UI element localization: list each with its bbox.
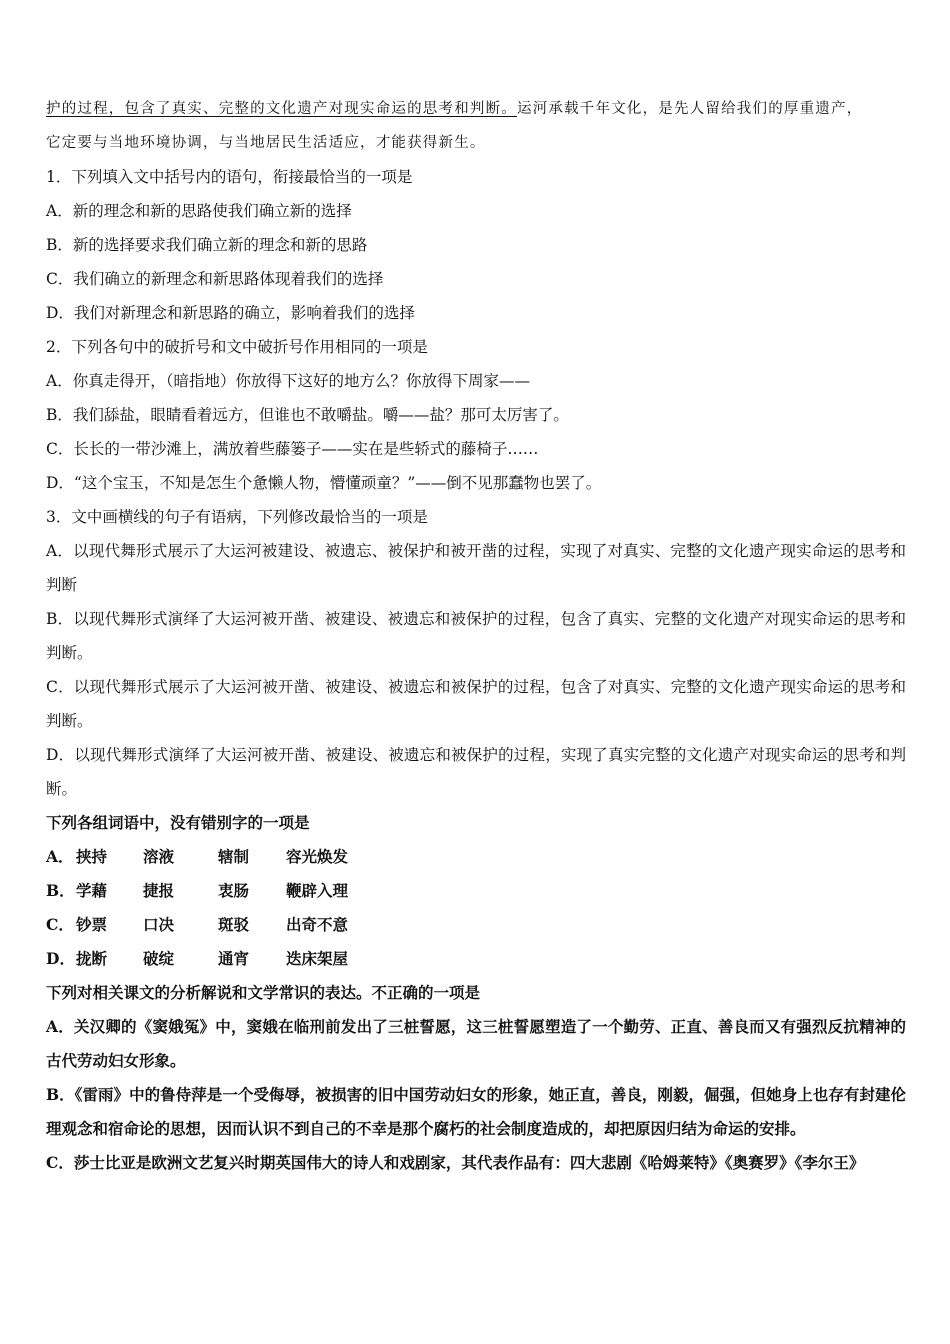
word: 容光焕发 [286, 847, 349, 866]
word: 溶液 [143, 847, 175, 866]
option-label: D． [46, 949, 75, 968]
question-2-option-c: C．长长的一带沙滩上，满放着些藤篓子——实在是些轿式的藤椅子…… [46, 440, 539, 458]
question-1-stem: 1．下列填入文中括号内的语句，衔接最恰当的一项是 [46, 168, 413, 186]
question-3-option-d: D．以现代舞形式演绎了大运河被开凿、被建设、被遗忘和被保护的过程，实现了真实完整的文化遗产对现实命运的思考和判断。 [46, 746, 906, 798]
question-2-option-b: B．我们舔盐，眼睛看着远方，但谁也不敢嚼盐。嚼——盐？那可太厉害了。 [46, 406, 569, 424]
question-1-option-a: A．新的理念和新的思路使我们确立新的选择 [46, 202, 352, 220]
question-4-option-a [46, 840, 906, 874]
question-4-option-c [46, 908, 906, 942]
question-1-option-c: C．我们确立的新理念和新思路体现着我们的选择 [46, 270, 384, 288]
word: 口决 [143, 915, 175, 934]
question-2-stem: 2．下列各句中的破折号和文中破折号作用相同的一项是 [46, 338, 428, 356]
question-1-option-d: D．我们对新理念和新思路的确立，影响着我们的选择 [46, 304, 415, 322]
option-label: C． [46, 915, 74, 934]
word: 学藉 [76, 881, 108, 900]
option-label: A． [46, 847, 74, 866]
question-4-option-b [46, 874, 906, 908]
document-page [46, 92, 906, 1180]
word: 斑驳 [218, 915, 250, 934]
question-3-option-c: C．以现代舞形式展示了大运河被开凿、被建设、被遗忘和被保护的过程，包含了对真实、完整的文化遗产现实命运的思考和判断。 [46, 678, 906, 730]
word: 捷报 [143, 881, 175, 900]
word: 鞭辟入理 [286, 881, 349, 900]
word: 通宵 [218, 949, 250, 968]
question-1-option-b: B．新的选择要求我们确立新的理念和新的思路 [46, 236, 368, 254]
question-4-option-d [46, 942, 906, 976]
word: 辖制 [218, 847, 250, 866]
passage-line-1 [46, 92, 906, 126]
option-label: B． [46, 881, 75, 900]
word: 出奇不意 [286, 915, 349, 934]
question-3-option-b: B．以现代舞形式演绎了大运河被开凿、被建设、被遗忘和被保护的过程，包含了真实、完整的文化遗产对现实命运的思考和判断。 [46, 610, 906, 662]
question-2-option-d: D．“这个宝玉，不知是怎生个惫懒人物，懵懂顽童？”——倒不见那蠢物也罢了。 [46, 474, 602, 492]
word: 拢断 [76, 949, 108, 968]
word: 迭床架屋 [286, 949, 349, 968]
question-5-option-b: B．《雷雨》中的鲁侍萍是一个受侮辱，被损害的旧中国劳动妇女的形象，她正直，善良，刚毅，倔强，但她身上也存有封建伦理观念和宿命论的思想，因而认识不到自己的不幸是那个腐朽的社会制度造成的，却把原因归结为命运的安排。 [46, 1085, 906, 1138]
passage-line-2: 它定要与当地环境协调，与当地居民生活适应，才能获得新生。 [46, 135, 486, 151]
word: 破绽 [143, 949, 175, 968]
question-5-option-c: C．莎士比亚是欧洲文艺复兴时期英国伟大的诗人和戏剧家，其代表作品有：四大悲剧《哈姆莱特》《奥赛罗》《李尔王》 [46, 1153, 865, 1172]
word: 衷肠 [218, 881, 250, 900]
word: 挟持 [76, 847, 108, 866]
question-5-option-a: A．关汉卿的《窦娥冤》中，窦娥在临刑前发出了三桩誓愿，这三桩誓愿塑造了一个勤劳、正直、善良而又有强烈反抗精神的古代劳动妇女形象。 [46, 1017, 906, 1070]
question-3-option-a: A．以现代舞形式展示了大运河被建设、被遗忘、被保护和被开凿的过程，实现了对真实、完整的文化遗产现实命运的思考和判断 [46, 542, 906, 594]
passage-text: 运河承载千年文化，是先人留给我们的厚重遗产， [517, 101, 863, 117]
question-5-stem: 下列对相关课文的分析解说和文学常识的表达。不正确的一项是 [46, 983, 481, 1002]
word: 钞票 [76, 915, 108, 934]
question-3-stem: 3．文中画横线的句子有语病，下列修改最恰当的一项是 [46, 508, 428, 526]
question-4-stem: 下列各组词语中，没有错别字的一项是 [46, 813, 310, 832]
question-2-option-a: A．你真走得开，（暗指地）你放得下这好的地方么？你放得下周家—— [46, 372, 530, 390]
underlined-sentence: 护的过程，包含了真实、完整的文化遗产对现实命运的思考和判断。 [46, 101, 517, 117]
